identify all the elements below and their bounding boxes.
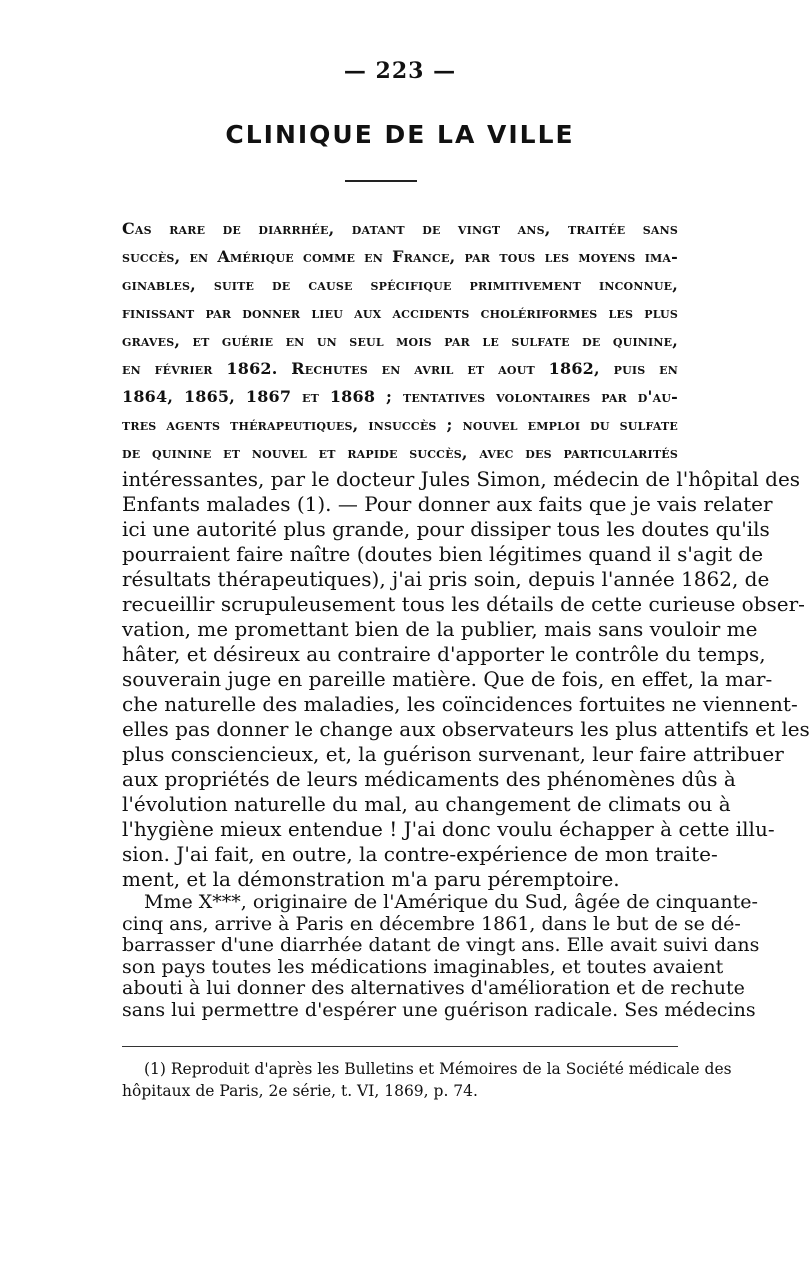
text-line: plus consciencieux, et, la guérison survenant, leur faire attribuer — [122, 742, 784, 766]
paragraph-1 — [122, 215, 810, 892]
footnote — [122, 1058, 732, 1102]
text-line: Cas rare de diarrhée, datant de vingt ans, traitée sans — [122, 219, 678, 238]
text-line: recueillir scrupuleusement tous les détails de cette curieuse obser- — [122, 592, 805, 616]
text-line: pourraient faire naître (doutes bien légitimes quand il s'agit de — [122, 542, 764, 566]
text-line: souverain juge en pareille matière. Que de fois, en effet, la mar- — [122, 667, 773, 691]
text-line: abouti à lui donner des alternatives d'amélioration et de rechute — [122, 977, 745, 1000]
text-line: ginables, suite de cause spécifique primitivement inconnue, — [122, 275, 678, 294]
text-line: ment, et la démonstration m'a paru péremptoire. — [122, 867, 620, 891]
text-line: graves, et guérie en un seul mois par le sulfate de quinine, — [122, 331, 678, 350]
title-rule — [345, 180, 417, 182]
text-line: l'évolution naturelle du mal, au changement de climats ou à — [122, 792, 731, 816]
text-line: barrasser d'une diarrhée datant de vingt ans. Elle avait suivi dans — [122, 934, 760, 957]
paragraph-2 — [122, 891, 760, 1022]
page-number: — 223 — — [343, 58, 457, 84]
text-line: tres agents thérapeutiques, insuccès ; nouvel emploi du sulfate — [122, 415, 678, 434]
text-line: vation, me promettant bien de la publier, mais sans vouloir me — [122, 617, 758, 641]
text-line: en février 1862. Rechutes en avril et aout 1862, puis en — [122, 359, 678, 378]
text-line: succès, en Amérique comme en France, par tous les moyens ima- — [122, 247, 678, 266]
text-line: 1864, 1865, 1867 et 1868 ; tentatives volontaires par d'au- — [122, 387, 678, 406]
text-line: ici une autorité plus grande, pour dissiper tous les doutes qu'ils — [122, 517, 770, 541]
text-line: finissant par donner lieu aux accidents cholériformes les plus — [122, 303, 678, 322]
text-line: Mme X***, originaire de l'Amérique du Sud, âgée de cinquante- — [144, 891, 758, 913]
footnote-line: hôpitaux de Paris, 2e série, t. VI, 1869, p. 74. — [122, 1082, 478, 1100]
text-line: sion. J'ai fait, en outre, la contre-expérience de mon traite- — [122, 842, 718, 866]
footnote-line: (1) Reproduit d'après les Bulletins et Mémoires de la Société médicale des — [144, 1060, 732, 1078]
text-line: elles pas donner le change aux observateurs les plus attentifs et les — [122, 717, 810, 741]
text-line: cinq ans, arrive à Paris en décembre 1861, dans le but de se dé- — [122, 912, 741, 935]
text-line: hâter, et désireux au contraire d'apporter le contrôle du temps, — [122, 642, 766, 666]
text-line: son pays toutes les médications imaginables, et toutes avaient — [122, 955, 724, 978]
footnote-rule — [122, 1046, 678, 1047]
text-line: Enfants malades (1). — Pour donner aux faits que je vais relater — [122, 492, 773, 516]
text-line: aux propriétés de leurs médicaments des phénomènes dûs à — [122, 767, 736, 791]
text-line: de quinine et nouvel et rapide succès, avec des particularités — [122, 443, 678, 462]
text-line: intéressantes, par le docteur Jules Simon, médecin de l'hôpital des — [122, 467, 801, 491]
text-line: che naturelle des maladies, les coïncidences fortuites ne viennent- — [122, 692, 798, 716]
section-title: CLINIQUE DE LA VILLE — [225, 120, 575, 149]
text-line: l'hygiène mieux entendue ! J'ai donc voulu échapper à cette illu- — [122, 817, 775, 841]
text-line: résultats thérapeutiques), j'ai pris soin, depuis l'année 1862, de — [122, 567, 770, 591]
text-line: sans lui permettre d'espérer une guérison radicale. Ses médecins — [122, 998, 756, 1021]
